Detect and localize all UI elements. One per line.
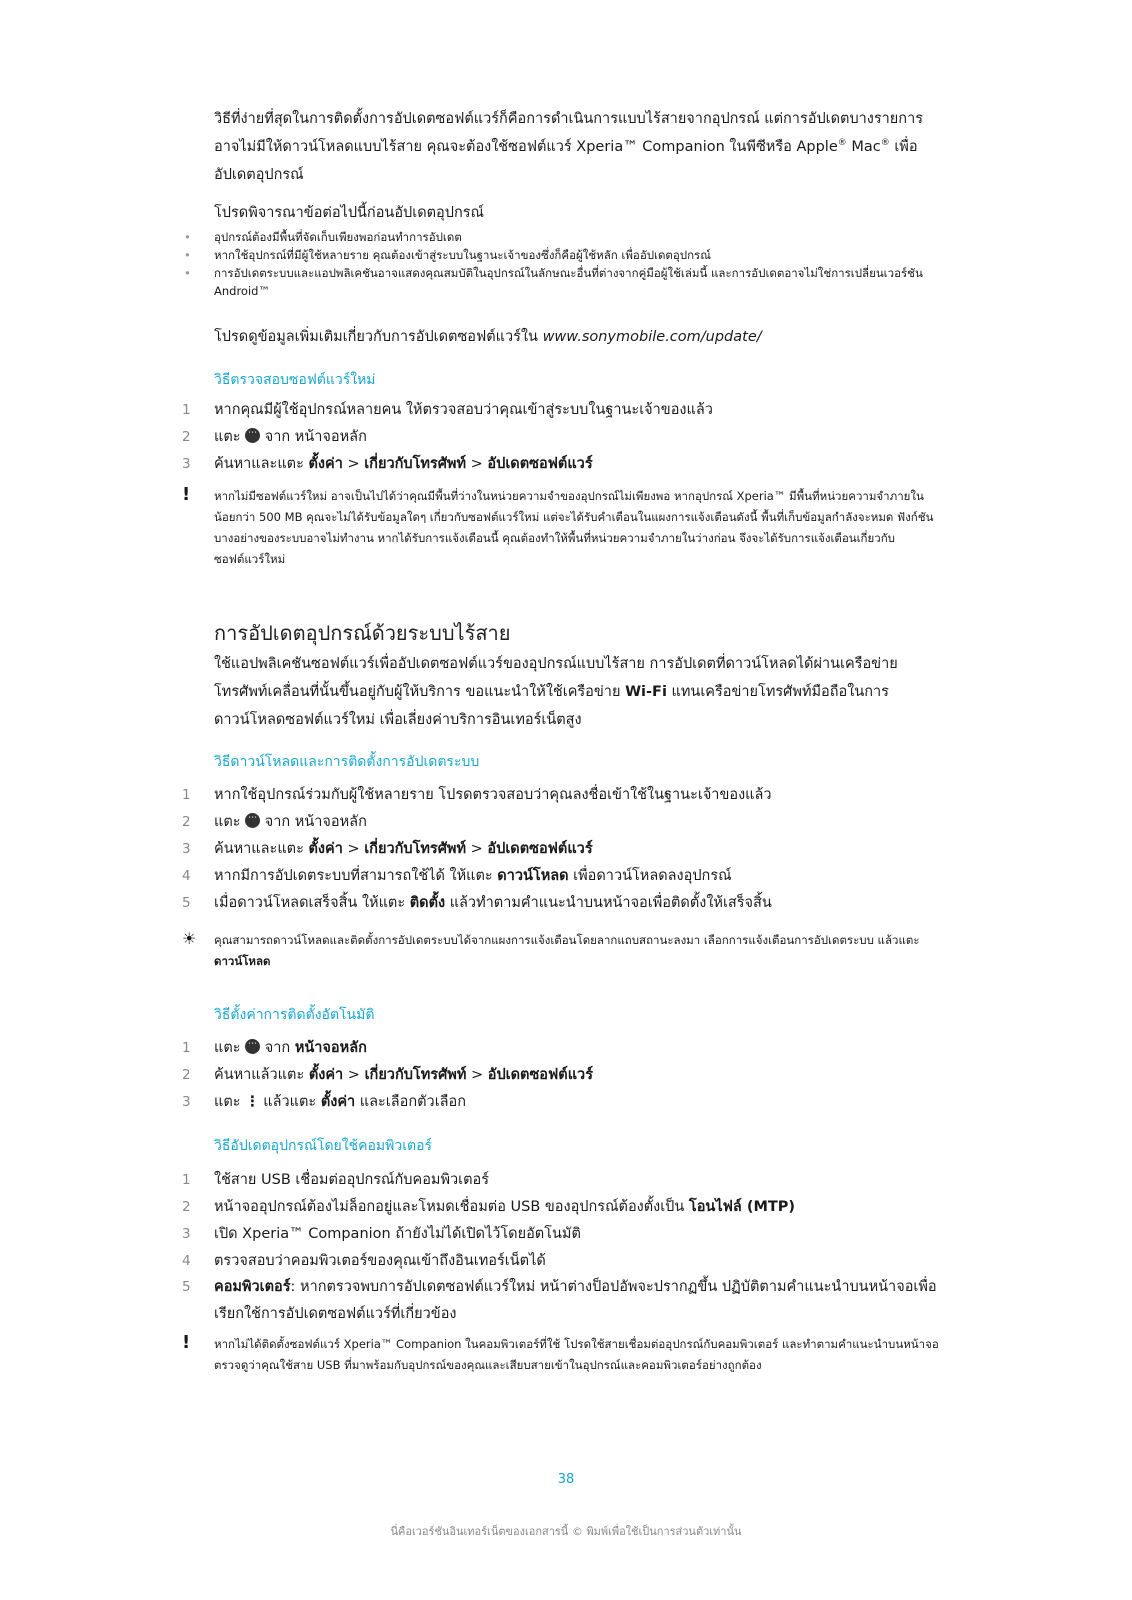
wireless-paragraph: ใช้แอปพลิเคชันซอฟต์แวร์เพื่ออัปเดตซอฟต์แวร์ของอุปกรณ์แบบไร้สาย การอัปเดตที่ดาวน์โหลดได้ผ่านเครือข่ายโทรศัพท์เคลื่อนที่นั้นขึ้นอยู่กับผู้ให้บริการ ขอแนะนำให้ใช้เครือข่าย Wi-Fi แทนเครือข่ายโทรศัพท์มือถือในการดาวน์โหลดซอฟต์แวร์ใหม่ เพื่อเลี่ยงค่าบริการอินเทอร์เน็ตสูง: [214, 656, 898, 728]
step-item: 2 แตะ ⋯ จาก หน้าจอหลัก: [182, 808, 942, 835]
step-item: 4 หากมีการอัปเดตระบบที่สามารถใช้ได้ ให้แตะ ดาวน์โหลด เพื่อดาวน์โหลดลงอุปกรณ์: [182, 867, 732, 884]
bullet-icon: •: [184, 230, 191, 244]
section-title-download-install: วิธีดาวน์โหลดและการติดตั้งการอัปเดตระบบ: [214, 754, 480, 770]
more-vert-icon: ⋮: [245, 1094, 259, 1110]
list-item: • หากใช้อุปกรณ์ที่มีผู้ใช้หลายราย คุณต้องเข้าสู่ระบบในฐานะเจ้าของซึ่งก็คือผู้ใช้หลัก เพื่ออัปเดตอุปกรณ์: [184, 248, 711, 262]
bullet-list: [184, 228, 938, 300]
warning-note: ! หากไม่ได้ติดตั้งซอฟต์แวร์ Xperia™ Companion ในคอมพิวเตอร์ที่ใช้ โปรดใช้สายเชื่อมต่ออุปกรณ์กับคอมพิวเตอร์ และทำตามคำแนะนำบนหน้าจอ ตรวจดูว่าคุณใช้สาย USB ที่มาพร้อมกับอุปกรณ์ของคุณและเสียบสายเข้าในอุปกรณ์และคอมพิวเตอร์อย่างถูกต้อง: [182, 1334, 942, 1376]
intro-paragraph: วิธีที่ง่ายที่สุดในการติดตั้งการอัปเดตซอฟต์แวร์ก็คือการดำเนินการแบบไร้สายจากอุปกรณ์ แต่การอัปเดตบางรายการอาจไม่มีให้ดาวน์โหลดแบบไร้สาย คุณจะต้องใช้ซอฟต์แวร์ Xperia™ Companion ในพีซีหรือ Apple® Mac® เพื่ออัปเดตอุปกรณ์: [214, 111, 924, 183]
step-item: 2 แตะ ⋯ จาก หน้าจอหลัก: [182, 423, 942, 450]
step-item: 5 คอมพิวเตอร์: หากตรวจพบการอัปเดตซอฟต์แวร์ใหม่ หน้าต่างป็อปอัพจะปรากฏขึ้น ปฏิบัติตามคำแนะนำบนหน้าจอเพื่อเรียกใช้การอัปเดตซอฟต์แวร์ที่เกี่ยวข้อง: [182, 1279, 937, 1322]
exclamation-icon: !: [182, 484, 191, 505]
list-item: • การอัปเดตระบบและแอปพลิเคชันอาจแสดงคุณสมบัติในอุปกรณ์ในลักษณะอื่นที่ต่างจากคู่มือผู้ใช้เล่มนี้ และการอัปเดตอาจไม่ใช่การเปลี่ยนเวอร์ชัน Android™: [184, 266, 923, 298]
step-item: 4 ตรวจสอบว่าคอมพิวเตอร์ของคุณเข้าถึงอินเทอร์เน็ตได้: [182, 1252, 546, 1269]
step-item: 1 ใช้สาย USB เชื่อมต่ออุปกรณ์กับคอมพิวเตอร์: [182, 1171, 490, 1188]
exclamation-icon: !: [182, 1332, 191, 1353]
step-item: 1 แตะ ⋯ จาก หน้าจอหลัก: [182, 1034, 942, 1061]
footer-text: นี่คือเวอร์ชันอินเทอร์เน็ตของเอกสารนี้ © พิมพ์เพื่อใช้เป็นการส่วนตัวเท่านั้น: [390, 1525, 742, 1538]
apps-icon: [245, 428, 260, 443]
more-info: โปรดดูข้อมูลเพิ่มเติมเกี่ยวกับการอัปเดตซอฟต์แวร์ใน www.sonymobile.com/update/: [214, 329, 762, 345]
step-item: 3 ค้นหาและแตะ ตั้งค่า > เกี่ยวกับโทรศัพท์ > อัปเดตซอฟต์แวร์: [182, 840, 593, 857]
step-item: 3 เปิด Xperia™ Companion ถ้ายังไม่ได้เปิดไว้โดยอัตโนมัติ: [182, 1225, 581, 1242]
consider-text: โปรดพิจารณาข้อต่อไปนี้ก่อนอัปเดตอุปกรณ์: [214, 205, 484, 221]
step-item: 1 หากคุณมีผู้ใช้อุปกรณ์หลายคน ให้ตรวจสอบว่าคุณเข้าสู่ระบบในฐานะเจ้าของแล้ว: [182, 401, 713, 418]
step-item: 1 หากใช้อุปกรณ์ร่วมกับผู้ใช้หลายราย โปรดตรวจสอบว่าคุณลงชื่อเข้าใช้ในฐานะเจ้าของแล้ว: [182, 786, 772, 803]
step-item: 5 เมื่อดาวน์โหลดเสร็จสิ้น ให้แตะ ติดตั้ง แล้วทำตามคำแนะนำบนหน้าจอเพื่อติดตั้งให้เสร็จสิ้น: [182, 894, 772, 911]
step-item: 2 หน้าจออุปกรณ์ต้องไม่ล็อกอยู่และโหมดเชื่อมต่อ USB ของอุปกรณ์ต้องตั้งเป็น โอนไฟล์ (MTP): [182, 1198, 796, 1215]
bullet-icon: •: [184, 266, 191, 280]
steps-check-software: [182, 396, 942, 477]
lightbulb-icon: ☀: [182, 929, 197, 948]
steps-computer-update: [182, 1166, 942, 1328]
heading-wireless-update: การอัปเดตอุปกรณ์ด้วยระบบไร้สาย: [214, 621, 511, 645]
step-item: 2 ค้นหาแล้วแตะ ตั้งค่า > เกี่ยวกับโทรศัพท์ > อัปเดตซอฟต์แวร์: [182, 1066, 593, 1083]
warning-note: ! หากไม่มีซอฟต์แวร์ใหม่ อาจเป็นไปได้ว่าคุณมีพื้นที่ว่างในหน่วยความจำของอุปกรณ์ไม่เพียงพอ หากอุปกรณ์ Xperia™ มีพื้นที่หน่วยความจำภายในน้อยกว่า 500 MB คุณจะไม่ได้รับข้อมูลใดๆ เกี่ยวกับซอฟต์แวร์ใหม่ แต่จะได้รับคำเตือนในแผงการแจ้งเตือนดังนี้ พื้นที่เก็บข้อมูลกำลังจะหมด ฟังก์ชันบางอย่างของระบบอาจไม่ทำงาน หากได้รับการแจ้งเตือนนี้ คุณต้องทำให้พื้นที่หน่วยความจำภายในว่างก่อน จึงจะได้รับการแจ้งเตือนเกี่ยวกับซอฟต์แวร์ใหม่: [182, 486, 942, 570]
tip-note: ☀ คุณสามารถดาวน์โหลดและติดตั้งการอัปเดตระบบได้จากแผงการแจ้งเตือนโดยลากแถบสถานะลงมา เลือกการแจ้งเตือนการอัปเดตระบบ แล้วแตะ ดาวน์โหลด: [182, 930, 942, 972]
apps-icon: [245, 813, 260, 828]
list-item: • อุปกรณ์ต้องมีพื้นที่จัดเก็บเพียงพอก่อนทำการอัปเดต: [184, 230, 462, 244]
page-number: 38: [557, 1472, 575, 1487]
bullet-icon: •: [184, 248, 191, 262]
steps-auto-install: [182, 1034, 942, 1115]
update-link[interactable]: www.sonymobile.com/update/: [542, 329, 762, 345]
apps-icon: [245, 1039, 260, 1054]
section-title-check-software: วิธีตรวจสอบซอฟต์แวร์ใหม่: [214, 372, 376, 388]
step-item: 3 ค้นหาและแตะ ตั้งค่า > เกี่ยวกับโทรศัพท์ > อัปเดตซอฟต์แวร์: [182, 455, 593, 472]
section-title-auto-install: วิธีตั้งค่าการติดตั้งอัตโนมัติ: [214, 1007, 375, 1023]
steps-download-install: [182, 781, 942, 916]
section-title-computer-update: วิธีอัปเดตอุปกรณ์โดยใช้คอมพิวเตอร์: [214, 1138, 432, 1154]
step-item: 3 แตะ ⋮ แล้วแตะ ตั้งค่า และเลือกตัวเลือก: [182, 1093, 467, 1110]
